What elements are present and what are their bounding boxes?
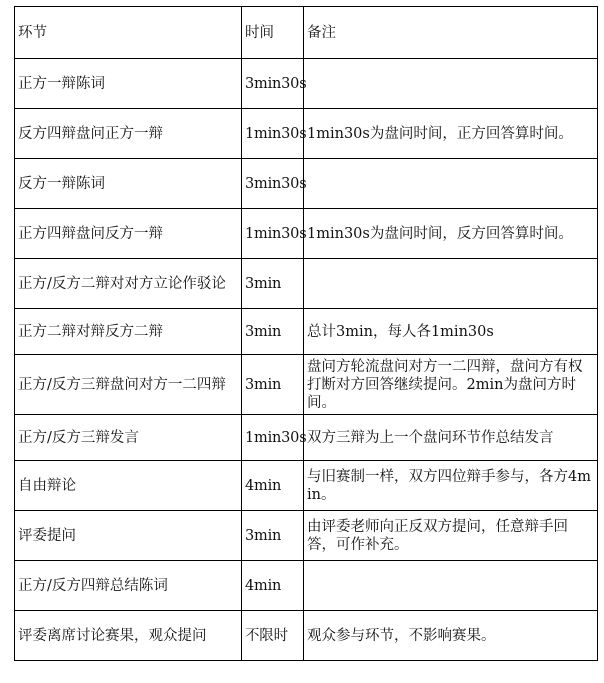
time-cell: 1min30s [242,415,304,461]
table-row [15,159,598,209]
stage-cell: 正方四辩盘问反方一辩 [15,209,242,259]
note-cell: 1min30s为盘问时间，正方回答算时间。 [304,109,598,159]
time-cell: 3min [242,309,304,355]
table-row [15,259,598,309]
header-stage: 环节 [15,7,242,59]
table-row [15,109,598,159]
table-row [15,611,598,661]
table-header-row [15,7,598,59]
stage-cell: 正方/反方二辩对对方立论作驳论 [15,259,242,309]
table-row [15,511,598,561]
table-row [15,461,598,511]
time-cell: 3min [242,259,304,309]
time-cell: 3min30s [242,159,304,209]
table-row [15,309,598,355]
stage-cell: 正方/反方四辩总结陈词 [15,561,242,611]
time-cell: 3min30s [242,59,304,109]
stage-cell: 正方/反方三辩盘问对方一二四辩 [15,355,242,415]
time-cell: 3min [242,511,304,561]
time-cell: 1min30s [242,109,304,159]
stage-cell: 评委提问 [15,511,242,561]
note-cell [304,561,598,611]
note-cell: 由评委老师向正反双方提问，任意辩手回答，可作补充。 [304,511,598,561]
note-cell: 总计3min，每人各1min30s [304,309,598,355]
stage-cell: 反方四辩盘问正方一辩 [15,109,242,159]
table-row [15,561,598,611]
stage-cell: 反方一辩陈词 [15,159,242,209]
stage-cell: 正方一辩陈词 [15,59,242,109]
stage-cell: 正方二辩对辩反方二辩 [15,309,242,355]
stage-cell: 评委离席讨论赛果，观众提问 [15,611,242,661]
note-cell: 与旧赛制一样，双方四位辩手参与，各方4min。 [304,461,598,511]
note-cell [304,259,598,309]
time-cell: 不限时 [242,611,304,661]
time-cell: 4min [242,561,304,611]
note-cell: 盘问方轮流盘问对方一二四辩，盘问方有权打断对方回答继续提问。2min为盘问方时间。 [304,355,598,415]
note-cell: 双方三辩为上一个盘问环节作总结发言 [304,415,598,461]
table-row [15,59,598,109]
note-cell [304,59,598,109]
note-cell: 1min30s为盘问时间，反方回答算时间。 [304,209,598,259]
note-cell [304,159,598,209]
note-cell: 观众参与环节，不影响赛果。 [304,611,598,661]
time-cell: 1min30s [242,209,304,259]
stage-cell: 正方/反方三辩发言 [15,415,242,461]
header-note: 备注 [304,7,598,59]
table-row [15,209,598,259]
table-row [15,415,598,461]
header-time: 时间 [242,7,304,59]
stage-cell: 自由辩论 [15,461,242,511]
debate-schedule-table [14,6,598,661]
time-cell: 3min [242,355,304,415]
time-cell: 4min [242,461,304,511]
table-row [15,355,598,415]
